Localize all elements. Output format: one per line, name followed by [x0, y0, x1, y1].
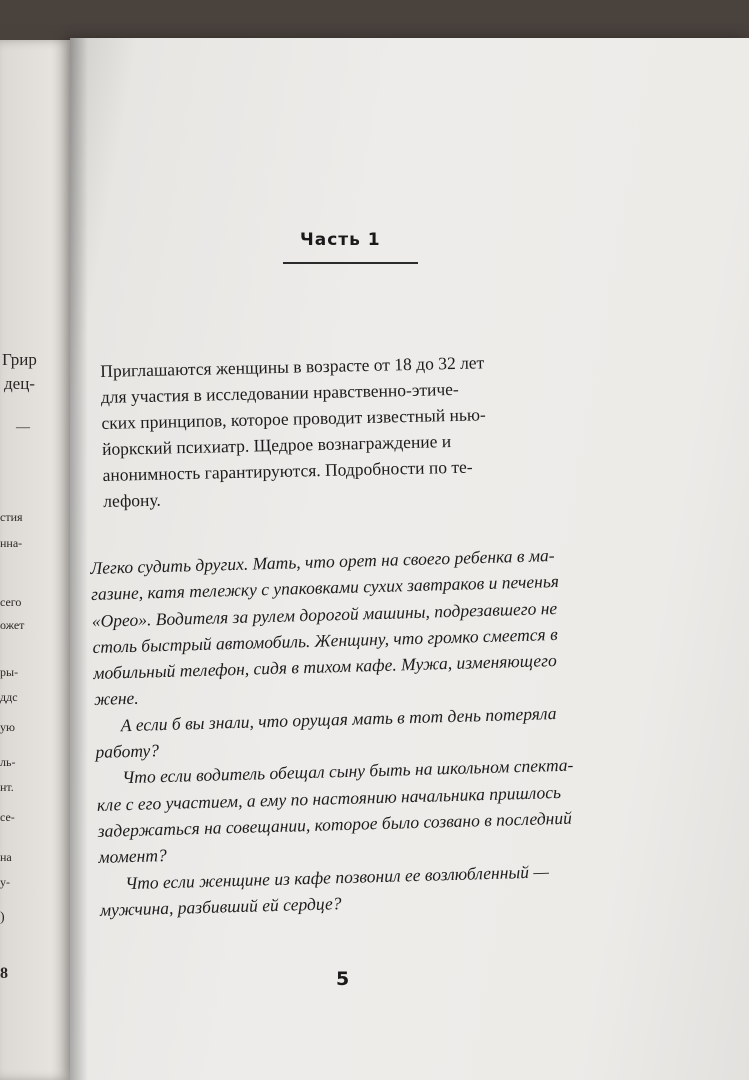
italic-line: работу?: [95, 740, 160, 762]
left-fragment: стия: [0, 510, 23, 524]
italic-paragraph: [96, 750, 644, 870]
left-fragment: Грир: [2, 350, 37, 369]
left-fragment: 8: [0, 965, 8, 982]
italic-line: мужчина, разбивший ей сердце?: [99, 892, 342, 920]
left-fragment: —: [16, 420, 30, 435]
italic-line: момент?: [98, 845, 167, 868]
left-fragment: у-: [0, 875, 10, 889]
advertisement-paragraph: [100, 346, 623, 514]
italic-line: столь быстрый автомобиль. Женщину, что громко смеется в: [92, 623, 558, 657]
italic-line: А если б вы знали, что орущая мать в тот день потеряла: [120, 702, 557, 735]
italic-line: Что если женщине из кафе позвонил ее возлюбленный —: [124, 860, 550, 893]
ad-line: для участия в исследовании нравственно-этиче-: [100, 378, 459, 407]
italic-paragraph: [90, 540, 639, 713]
left-fragment: сего: [0, 595, 22, 609]
italic-line: кле с его участием, а ему по настоянию начальника пришлось: [96, 781, 562, 815]
italic-text-block: [90, 540, 645, 923]
italic-line: мобильный телефон, сидя в тихом кафе. Мужа, изменяющего: [93, 650, 557, 684]
left-fragment: ): [0, 910, 5, 925]
page-gutter-shadow: [70, 38, 88, 1080]
page-number: 5: [336, 968, 350, 990]
ad-line: йоркский психиатр. Щедрое вознаграждение и: [101, 431, 452, 459]
italic-line: жене.: [93, 688, 139, 710]
left-fragment: ую: [0, 720, 15, 734]
title-underline: [283, 262, 418, 264]
left-fragment: нт.: [0, 780, 14, 794]
left-fragment: ддс: [0, 690, 18, 704]
part-title: Часть 1: [300, 230, 381, 250]
left-fragment: дец-: [4, 374, 35, 393]
left-fragment: ль-: [0, 755, 16, 769]
ad-line: анонимность гарантируются. Подробности по те-: [102, 456, 473, 485]
left-fragment: се-: [0, 810, 15, 824]
italic-line: Легко судить других. Мать, что орет на своего ребенка в ма-: [90, 545, 555, 578]
ad-line: лефону.: [103, 489, 162, 511]
italic-line: Что если водитель обещал сыну быть на школьном спекта-: [121, 754, 574, 788]
italic-line: газине, катя тележку с упаковками сухих завтраков и печенья: [90, 571, 560, 605]
italic-line: задержаться на совещании, которое было созвано в последний: [97, 807, 573, 841]
ad-line: Приглашаются женщины в возрасте от 18 до 32 лет: [100, 352, 485, 381]
ad-line: ских принципов, которое проводит известный нью-: [101, 404, 486, 433]
left-fragment: на: [0, 850, 12, 864]
left-fragment: ожет: [0, 618, 25, 632]
left-fragment: нна-: [0, 536, 23, 550]
left-fragment: ры-: [0, 665, 19, 679]
italic-line: «Орео». Водителя за рулем дорогой машины, подрезавшего не: [91, 597, 558, 631]
